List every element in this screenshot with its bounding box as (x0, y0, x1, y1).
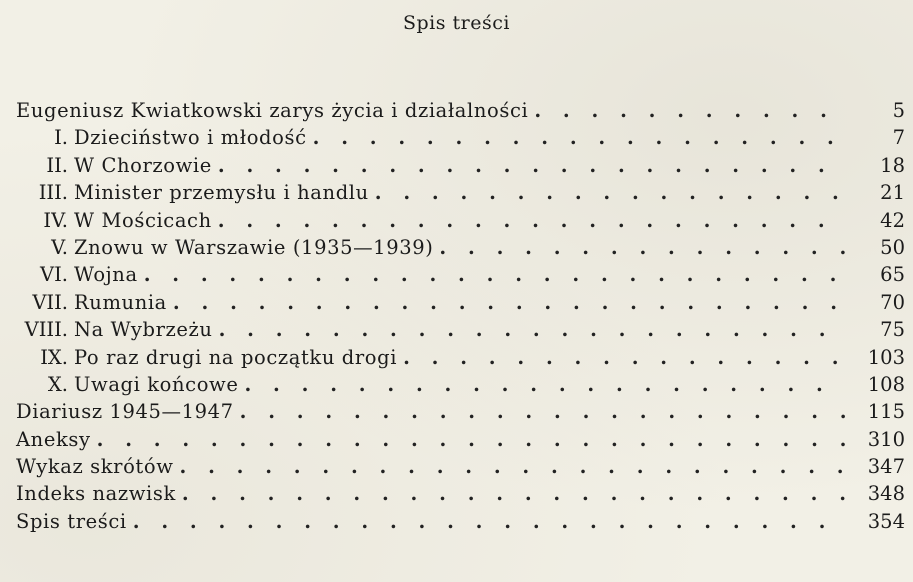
dot-leader (534, 99, 845, 122)
toc-entry (0, 181, 913, 208)
toc-entry (0, 373, 913, 400)
table-of-contents (0, 99, 913, 537)
toc-entry (0, 209, 913, 236)
dot-leader (439, 236, 845, 259)
toc-entry-title: W Chorzowie (74, 153, 212, 177)
toc-entry (0, 99, 913, 126)
toc-entry (0, 154, 913, 181)
toc-entry-title: Rumunia (74, 290, 167, 314)
toc-entry (0, 510, 913, 537)
page-title: Spis treści (403, 12, 510, 34)
dot-leader (97, 428, 845, 451)
dot-leader (313, 126, 845, 149)
chapter-number: III. (38, 181, 68, 205)
toc-entry-page: 42 (880, 208, 905, 232)
chapter-number: IV. (43, 208, 68, 232)
toc-entry-title: Aneksy (16, 427, 91, 451)
toc-entry (0, 291, 913, 318)
toc-entry (0, 482, 913, 509)
toc-entry-title: Dzieciństwo i młodość (74, 126, 307, 150)
toc-entry-title: Spis treści (16, 509, 127, 533)
dot-leader (133, 510, 845, 533)
toc-entry-page: 65 (880, 263, 905, 287)
dot-leader (244, 373, 845, 396)
chapter-number: VIII. (24, 318, 68, 342)
dot-leader (218, 209, 845, 232)
toc-entry (0, 400, 913, 427)
toc-entry-title: W Mościcach (74, 208, 212, 232)
toc-entry (0, 126, 913, 153)
toc-entry-page: 21 (880, 181, 905, 205)
toc-entry (0, 236, 913, 263)
toc-entry (0, 455, 913, 482)
dot-leader (219, 318, 845, 341)
toc-entry-page: 70 (880, 290, 905, 314)
toc-entry (0, 428, 913, 455)
toc-entry-title: Eugeniusz Kwiatkowski zarys życia i działalności (16, 99, 529, 122)
chapter-number: VII. (32, 290, 68, 314)
dot-leader (403, 346, 845, 369)
toc-entry-page: 108 (867, 372, 905, 396)
toc-entry-page: 310 (867, 427, 905, 451)
toc-entry-page: 348 (867, 482, 905, 506)
toc-entry-page: 18 (880, 153, 905, 177)
toc-entry-title: Uwagi końcowe (74, 372, 239, 396)
toc-entry (0, 318, 913, 345)
chapter-number: I. (54, 126, 68, 150)
toc-entry (0, 346, 913, 373)
chapter-number: X. (47, 372, 68, 396)
dot-leader (182, 482, 845, 505)
toc-entry-page: 354 (867, 509, 905, 533)
toc-entry-title: Znowu w Warszawie (1935—1939) (74, 235, 434, 259)
toc-entry (0, 263, 913, 290)
toc-entry-title: Na Wybrzeżu (74, 318, 213, 342)
toc-entry-title: Wykaz skrótów (16, 455, 174, 479)
chapter-number: IX. (40, 345, 68, 369)
chapter-number: II. (46, 153, 68, 177)
toc-entry-title: Minister przemysłu i handlu (74, 181, 369, 205)
toc-entry-page: 5 (892, 99, 905, 122)
toc-entry-title: Wojna (74, 263, 138, 287)
dot-leader (218, 154, 845, 177)
toc-entry-page: 7 (892, 126, 905, 150)
dot-leader (173, 291, 845, 314)
toc-entry-page: 50 (880, 235, 905, 259)
chapter-number: VI. (40, 263, 68, 287)
dot-leader (375, 181, 845, 204)
toc-entry-title: Diariusz 1945—1947 (16, 400, 234, 424)
dot-leader (240, 400, 845, 423)
chapter-number: V. (51, 235, 68, 259)
toc-entry-page: 103 (867, 345, 905, 369)
toc-entry-title: Po raz drugi na początku drogi (74, 345, 398, 369)
toc-entry-title: Indeks nazwisk (16, 482, 176, 506)
dot-leader (180, 455, 846, 478)
toc-entry-page: 75 (880, 318, 905, 342)
dot-leader (144, 263, 845, 286)
toc-entry-page: 115 (867, 400, 905, 424)
toc-entry-page: 347 (867, 455, 905, 479)
